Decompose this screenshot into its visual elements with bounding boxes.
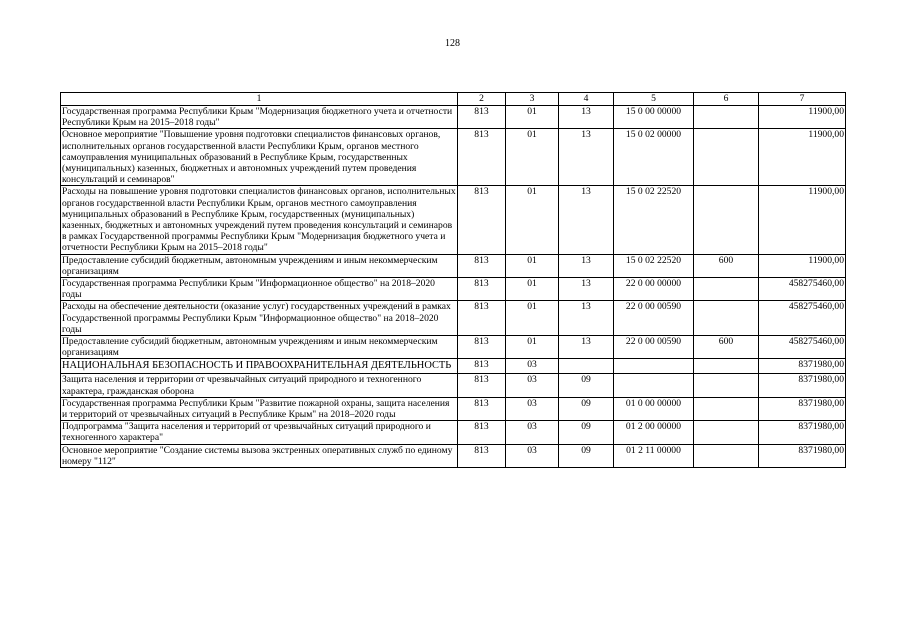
table-row bbox=[61, 421, 846, 444]
row-admin-code: 813 bbox=[458, 444, 506, 467]
row-amount: 8371980,00 bbox=[759, 421, 846, 444]
row-subsection-code: 09 bbox=[559, 421, 614, 444]
column-header: 7 bbox=[759, 93, 846, 106]
row-name: Государственная программа Республики Крым "Модернизация бюджетного учета и отчетности Республики Крым на 2015–2018 годы" bbox=[61, 106, 458, 129]
row-target-article bbox=[614, 359, 694, 374]
row-expense-type: 600 bbox=[694, 254, 759, 277]
table-row bbox=[61, 301, 846, 336]
row-amount: 11900,00 bbox=[759, 106, 846, 129]
row-name: Основное мероприятие "Повышение уровня подготовки специалистов финансовых органов, исполнительных органов государственной власти Республики Крым, органов местного самоуправления муниципальных образований в Республике Крым, государственных (муниципальных) казенных, бюджетных и автономных учреждений путем проведения консультаций и семинаров" bbox=[61, 129, 458, 186]
row-amount: 8371980,00 bbox=[759, 444, 846, 467]
row-admin-code: 813 bbox=[458, 129, 506, 186]
row-admin-code: 813 bbox=[458, 106, 506, 129]
row-section-code: 03 bbox=[506, 359, 559, 374]
row-amount: 11900,00 bbox=[759, 186, 846, 254]
column-header: 6 bbox=[694, 93, 759, 106]
row-amount: 11900,00 bbox=[759, 254, 846, 277]
row-amount: 458275460,00 bbox=[759, 301, 846, 336]
row-expense-type bbox=[694, 301, 759, 336]
column-header: 2 bbox=[458, 93, 506, 106]
row-amount: 8371980,00 bbox=[759, 359, 846, 374]
row-target-article: 22 0 00 00000 bbox=[614, 278, 694, 301]
row-section-code: 01 bbox=[506, 336, 559, 359]
row-admin-code: 813 bbox=[458, 278, 506, 301]
table-row bbox=[61, 254, 846, 277]
row-section-code: 01 bbox=[506, 301, 559, 336]
row-target-article: 15 0 02 22520 bbox=[614, 186, 694, 254]
page-number: 128 bbox=[445, 38, 460, 49]
row-section-code: 03 bbox=[506, 397, 559, 420]
row-subsection-code: 09 bbox=[559, 444, 614, 467]
row-target-article: 22 0 00 00590 bbox=[614, 301, 694, 336]
table-row bbox=[61, 129, 846, 186]
row-subsection-code: 09 bbox=[559, 397, 614, 420]
row-subsection-code: 13 bbox=[559, 129, 614, 186]
row-subsection-code bbox=[559, 359, 614, 374]
table-row bbox=[61, 397, 846, 420]
row-section-code: 01 bbox=[506, 106, 559, 129]
row-amount: 8371980,00 bbox=[759, 374, 846, 397]
row-section-code: 01 bbox=[506, 186, 559, 254]
row-amount: 458275460,00 bbox=[759, 278, 846, 301]
row-amount: 8371980,00 bbox=[759, 397, 846, 420]
row-name: Государственная программа Республики Крым "Информационное общество" на 2018–2020 годы bbox=[61, 278, 458, 301]
table-row bbox=[61, 359, 846, 374]
table-row bbox=[61, 186, 846, 254]
row-expense-type: 600 bbox=[694, 336, 759, 359]
row-subsection-code: 13 bbox=[559, 336, 614, 359]
row-admin-code: 813 bbox=[458, 397, 506, 420]
row-subsection-code: 13 bbox=[559, 106, 614, 129]
column-header: 4 bbox=[559, 93, 614, 106]
row-name: Подпрограмма "Защита населения и территорий от чрезвычайных ситуаций природного и техногенного характера" bbox=[61, 421, 458, 444]
row-expense-type bbox=[694, 359, 759, 374]
table-row bbox=[61, 374, 846, 397]
row-section-code: 01 bbox=[506, 278, 559, 301]
row-target-article: 15 0 00 00000 bbox=[614, 106, 694, 129]
row-section-code: 01 bbox=[506, 129, 559, 186]
row-section-code: 03 bbox=[506, 421, 559, 444]
row-target-article bbox=[614, 374, 694, 397]
row-amount: 11900,00 bbox=[759, 129, 846, 186]
row-expense-type bbox=[694, 444, 759, 467]
row-name: Предоставление субсидий бюджетным, автономным учреждениям и иным некоммерческим организациям bbox=[61, 336, 458, 359]
column-header: 1 bbox=[61, 93, 458, 106]
table-row bbox=[61, 336, 846, 359]
row-name: Основное мероприятие "Создание системы вызова экстренных оперативных служб по единому номеру "112" bbox=[61, 444, 458, 467]
row-admin-code: 813 bbox=[458, 336, 506, 359]
row-amount: 458275460,00 bbox=[759, 336, 846, 359]
row-target-article: 15 0 02 22520 bbox=[614, 254, 694, 277]
row-section-code: 01 bbox=[506, 254, 559, 277]
row-expense-type bbox=[694, 397, 759, 420]
table-row bbox=[61, 444, 846, 467]
row-subsection-code: 13 bbox=[559, 301, 614, 336]
row-expense-type bbox=[694, 106, 759, 129]
row-target-article: 22 0 00 00590 bbox=[614, 336, 694, 359]
table-header-row bbox=[61, 93, 846, 106]
row-expense-type bbox=[694, 421, 759, 444]
row-name: Расходы на обеспечение деятельности (оказание услуг) государственных учреждений в рамках Государственной программы Республики Крым "Информационное общество" на 2018–2020 годы bbox=[61, 301, 458, 336]
row-name: Предоставление субсидий бюджетным, автономным учреждениям и иным некоммерческим организациям bbox=[61, 254, 458, 277]
row-admin-code: 813 bbox=[458, 374, 506, 397]
column-header: 5 bbox=[614, 93, 694, 106]
column-header: 3 bbox=[506, 93, 559, 106]
row-admin-code: 813 bbox=[458, 186, 506, 254]
row-expense-type bbox=[694, 186, 759, 254]
row-admin-code: 813 bbox=[458, 301, 506, 336]
row-target-article: 15 0 02 00000 bbox=[614, 129, 694, 186]
table-row bbox=[61, 278, 846, 301]
row-expense-type bbox=[694, 374, 759, 397]
row-target-article: 01 2 00 00000 bbox=[614, 421, 694, 444]
table-row bbox=[61, 106, 846, 129]
row-section-code: 03 bbox=[506, 374, 559, 397]
row-name: Защита населения и территории от чрезвычайных ситуаций природного и техногенного характера, гражданская оборона bbox=[61, 374, 458, 397]
row-expense-type bbox=[694, 278, 759, 301]
row-target-article: 01 0 00 00000 bbox=[614, 397, 694, 420]
row-admin-code: 813 bbox=[458, 421, 506, 444]
row-name: Расходы на повышение уровня подготовки специалистов финансовых органов, исполнительных органов государственной власти Республики Крым, органов местного самоуправления муниципальных образований в Республике Крым, государственных (муниципальных) казенных, бюджетных и автономных учреждений путем проведения консультаций и семинаров в рамках Государственной программы Республики Крым "Модернизация бюджетного учета и отчетности Республики Крым на 2015–2018 годы" bbox=[62, 186, 456, 254]
row-name: НАЦИОНАЛЬНАЯ БЕЗОПАСНОСТЬ И ПРАВООХРАНИТЕЛЬНАЯ ДЕЯТЕЛЬНОСТЬ bbox=[61, 359, 458, 374]
row-expense-type bbox=[694, 129, 759, 186]
row-name: Государственная программа Республики Крым "Развитие пожарной охраны, защита населения и территорий от чрезвычайных ситуаций в Республике Крым" на 2018–2020 годы bbox=[61, 397, 458, 420]
row-subsection-code: 13 bbox=[559, 186, 614, 254]
row-admin-code: 813 bbox=[458, 359, 506, 374]
row-subsection-code: 09 bbox=[559, 374, 614, 397]
row-target-article: 01 2 11 00000 bbox=[614, 444, 694, 467]
row-admin-code: 813 bbox=[458, 254, 506, 277]
budget-table bbox=[60, 92, 846, 468]
row-section-code: 03 bbox=[506, 444, 559, 467]
row-subsection-code: 13 bbox=[559, 254, 614, 277]
row-subsection-code: 13 bbox=[559, 278, 614, 301]
